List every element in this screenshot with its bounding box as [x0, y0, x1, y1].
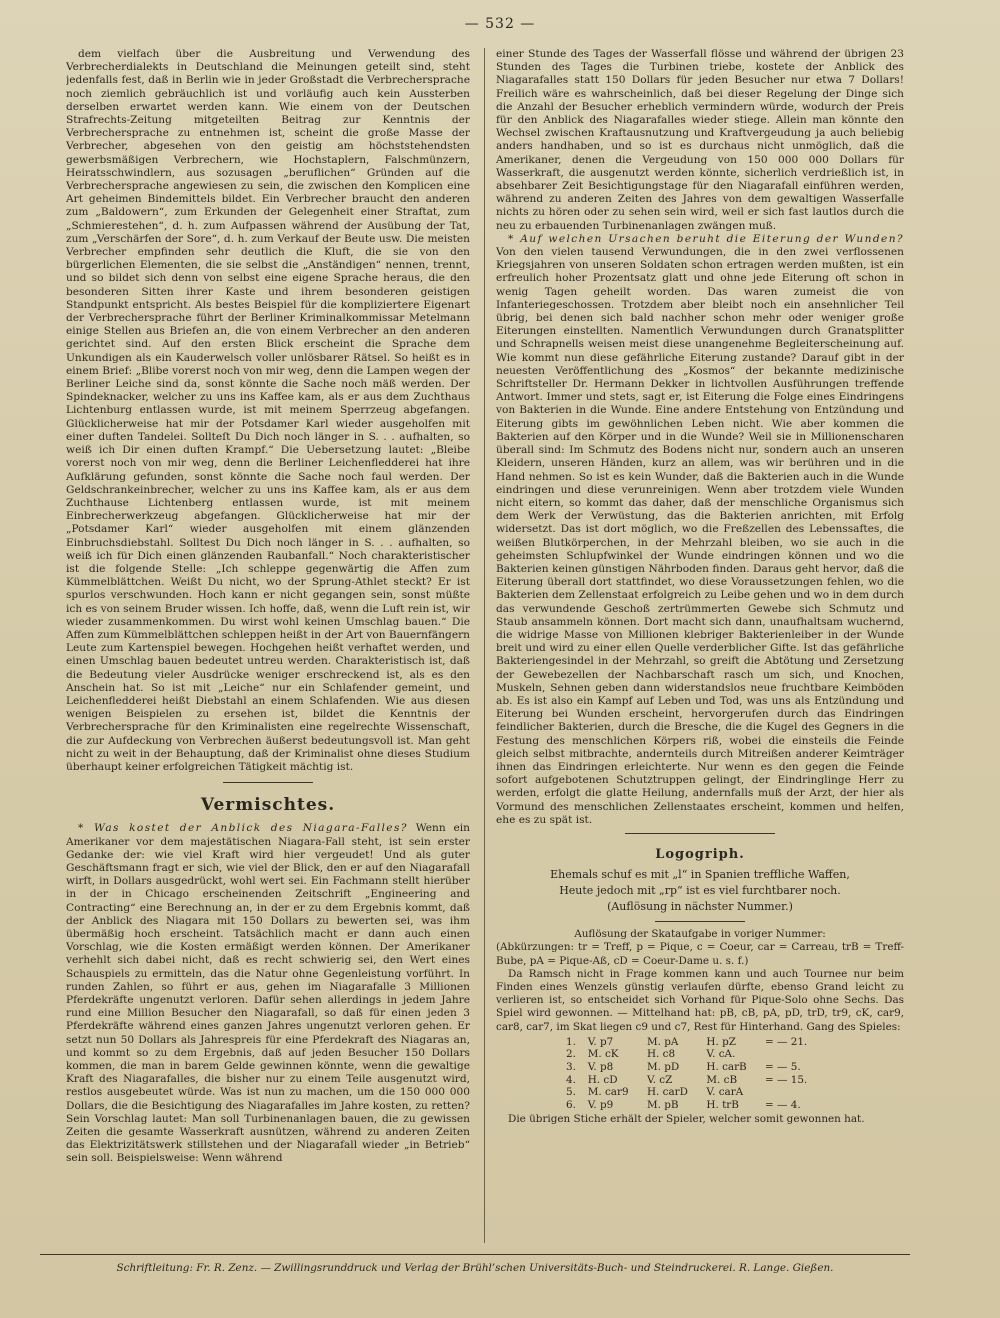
move-card: M. cB: [706, 1073, 738, 1086]
move-card: M. pA: [646, 1035, 679, 1048]
wounds-article: [496, 233, 904, 827]
skat-move-row: [562, 1099, 822, 1112]
wounds-body: Von den vielen tausend Verwundungen, die in den zwei verflossenen Kriegsjahren von unseren Soldaten schon ertragen werden mußten, ist ein erfreulich hoher Prozentsatz glatt und ohne jede Eiterung oft schon in wenig Tagen geheilt worden. Das waren zumeist die von Infanteriegeschossen. Trotzdem aber bleibt noch ein ansehnlicher Teil übrig, bei denen sich bald nachher schon mehr oder weniger große Eiterungen einstellten. Namentlich Verwundungen durch Granatsplitter und Schrapnells weisen meist diese unangenehme Begleiterscheinung auf. Wie kommt nun diese gefährliche Eiterung zustande? Darauf gibt in der neuesten Veröffentlichung des „Kosmos“ der bekannte medizinische Schriftsteller Dr. Hermann Dekker in lichtvollen Ausführungen treffende Antwort. Immer und stets, sagt er, ist Eiterung die Folge eines Eindringens von Bakterien in die Wunde. Eine andere Entstehung von Entzündung und Eiterung gibts im gewöhnlichen Leben nicht. Wie aber kommen die Bakterien auf den Körper und in die Wunde? Weil sie in Millionenscharen überall sind: Im Schmutz des Bodens nicht nur, sondern auch an unseren Kleidern, unseren Händen, kurz an allem, was wir berühren und in die Hand nehmen. So ist es kein Wunder, daß die Bakterien auch in die Wunde eindringen und diese verunreinigen. Wenn aber trotzdem viele Wunden nicht eitern, so kommt das daher, daß der menschliche Organismus sich dem Werk der Verwüstung, das die Bakterien anrichten, mit Erfolg widersetzt. Das ist dort möglich, wo die Freßzellen des Lebenssaftes, die weißen Blutkörperchen, in der Mehrzahl bleiben, wo sie auch in die geheimsten Schlupfwinkel der Wunde eindringen können und wo die Bakterien keinen günstigen Nährboden finden. Daraus geht hervor, daß die Eiterung überall dort stattfindet, wo diese Voraussetzungen fehlen, wo die Bakterien dem Zellenstaat erfolgreich zu Leibe gehen und wo in dem durch das verwundende Geschoß zertrümmerten Gewebe sich Schmutz und Staub ansammeln können. Dort macht sich dann, unaufhaltsam wuchernd, die widrige Masse von Millionen klebriger Bakterienleiber in der Wunde breit und wird zu einer ellen Quelle verderblicher Gifte. Ist das gefährliche Bakteriengesindel in der Mehrzahl, so greift die Abtötung und Zersetzung der Gewebezellen der Nachbarschaft rasch um sich, und Knochen, Muskeln, Sehnen geben dann widerstandslos neue fruchtbare Keimböden ab. Es ist also ein Kampf auf Leben und Tod, was uns als Entzündung und Eiterung bei Wunden erscheint, hervorgerufen durch das Eindringen feindlicher Bakterien, durch die Bresche, die die Kugel des Gegners in die Festung des menschlichen Körpers riß, wobei die einsteils die Feinde gleich selbst mitbrachte, andernteils durch Mitreißen anderer Keimträger ihnen das Eindringen erleichterte. Nur wenn es den gegen die Feinde sofort aufgebotenen Schutztruppen gelingt, der Eindringlinge Herr zu werden, erfolgt die glatte Heilung, andernfalls muß der Arzt, der hier als Vormund des menschlichen Zellenstaates erscheint, kommen und helfen, ehe es zu spät ist.: [496, 246, 904, 826]
move-number: 5.: [566, 1086, 576, 1099]
logogriph-riddle: [496, 867, 904, 915]
move-number: 1.: [566, 1035, 576, 1048]
footer-divider: [40, 1254, 910, 1255]
skat-move-row: [562, 1048, 822, 1061]
move-score: [761, 1048, 822, 1061]
logogriph-title: Logogriph.: [655, 846, 745, 862]
logogriph-divider: [625, 833, 775, 834]
left-column: [66, 48, 470, 1238]
skat-solution-text: Da Ramsch nicht in Frage kommen kann und auch Tournee nur beim Finden eines Wenzels günstig verlaufen dürfte, ebenso Grand leicht zu verlieren ist, so entscheidet sich Vorhand für Pique-Solo ohne Sechs. Das Spiel wird gewonnen. — Mittelhand hat: pB, cB, pA, pD, trD, tr9, cK, car9, car8, car7, im Skat liegen c9 und c7, Rest für Hinterhand. Gang des Spieles:: [496, 967, 904, 1033]
logogriph-line-2: Heute jedoch mit „rp“ ist es viel furchtbarer noch.: [559, 884, 841, 898]
niagara-article-continued: einer Stunde des Tages der Wasserfall flösse und während der übrigen 23 Stunden des Tages die Turbinen triebe, kostete der Anblick des Niagarafalles statt 150 Dollars für jeden Besucher nur etwa 7 Dollars! Freilich wäre es wahrscheinlich, daß bei dieser Regelung der Dinge sich die Anzahl der Besucher erheblich vermindern würde, wodurch der Preis für den Anblick des Niagarafalles wieder stiege. Allein man könnte den Wechsel zwischen Kraftausnutzung und Kraftvergeudung ja auch beliebig anders handhaben, und so ist es durchaus nicht unmöglich, daß die Amerikaner, denen die Vergeudung von 150 000 000 Dollars für Wasserkraft, die ausgenutzt werden könnte, sicherlich verdrießlich ist, in absehbarer Zeit Besichtigungstage für den Niagarafall einführen werden, während zu anderen Zeiten des Jahres von dem gewaltigen Wasserfalle nichts zu hören oder zu sehen sein wird, weil er sich fast lautlos durch die neu zu erbauenden Turbinenanlagen zwängen muß.: [496, 48, 904, 232]
skat-solution-title: Auflösung der Skataufgabe in voriger Nummer:: [574, 928, 826, 941]
move-score: [761, 1086, 822, 1099]
skat-move-row: [562, 1036, 822, 1049]
move-card: M. pD: [646, 1061, 680, 1073]
skat-solution: [496, 928, 904, 1126]
move-card: V. p8: [587, 1061, 614, 1073]
imprint-footer: Schriftleitung: Fr. R. Zenz. — Zwillingsrunddruck und Verlag der Brühl’schen Universitäts-Buch- und Steindruckerei. R. Lange. Gießen.: [116, 1262, 834, 1274]
right-column: [496, 48, 904, 1238]
move-score: = — 4.: [765, 1098, 801, 1111]
move-number: 6.: [566, 1098, 576, 1111]
move-card: M. pB: [646, 1098, 679, 1111]
move-card: M. car9: [587, 1086, 629, 1099]
skat-move-row: [562, 1074, 822, 1087]
move-card: M. cK: [587, 1048, 619, 1061]
move-card: H. cD: [587, 1073, 618, 1086]
skat-abbreviations: (Abkürzungen: tr = Treff, p = Pique, c = Coeur, car = Carreau, trB = Treff-Bube, pA = Pique-Aß, cD = Coeur-Dame u. s. f.): [496, 941, 904, 967]
skat-moves-table: [562, 1036, 822, 1112]
niagara-article: [66, 822, 470, 1165]
logogriph-line-1: Ehemals schuf es mit „l“ in Spanien treffliche Waffen,: [550, 868, 850, 882]
move-card: H. pZ: [706, 1035, 736, 1048]
skat-solution-end: Die übrigen Stiche erhält der Spieler, welcher somit gewonnen hat.: [508, 1113, 865, 1126]
move-card: H. carD: [646, 1086, 688, 1099]
skat-move-row: [562, 1061, 822, 1074]
move-number: 4.: [566, 1073, 576, 1086]
move-number: 2.: [566, 1048, 576, 1061]
move-number: 3.: [566, 1061, 576, 1073]
move-card: H. trB: [706, 1098, 739, 1111]
section-title: Vermischtes.: [200, 795, 336, 816]
move-card: V. p9: [587, 1098, 614, 1111]
move-card: V. cZ: [646, 1073, 673, 1086]
move-card: H. carB: [706, 1061, 747, 1073]
move-card: V. p7: [587, 1035, 614, 1048]
move-score: = — 21.: [765, 1035, 808, 1048]
move-score: = — 15.: [765, 1073, 808, 1086]
criminal-language-article: dem vielfach über die Ausbreitung und Verwendung des Verbrecherdialekts in Deutschland die Meinungen geteilt sind, steht jedenfalls fest, daß in Berlin wie in jeder Großstadt die Verbrechersprache noch ziemlich gebräuchlich ist und vorläufig auch kein Aussterben derselben erwartet werden kann. Wie einem von der Deutschen Strafrechts-Zeitung mitgeteilten Beitrag zur Kenntnis der Verbrechersprache zu entnehmen ist, scheint die große Masse der Verbrecher, abgesehen von den geistig am höchststehendsten gewerbsmäßigen Verbrechern, wie Hochstaplern, Falschmünzern, Heiratsschwindlern, aus sozusagen „beruflichen“ Gründen auf die Verbrechersprache angewiesen zu sein, die zwischen den Komplicen eine Art geheimen Bindemittels bildet. Ein Verbrecher braucht den anderen zum „Baldowern“, zum Erkunden der Gelegenheit einer Straftat, zum „Schmierestehen“, d. h. zum Aufpassen während der Ausübung der Tat, zum „Verschärfen der Sore“, d. h. zum Verkauf der Beute usw. Die meisten Verbrecher empfinden sehr deutlich die Kluft, die sie von den bürgerlichen Elementen, die sie selbst die „Anständigen“ nennen, trennt, und so bildet sich denn von selbst eine eigene Sprache heraus, die den besonderen Sitten ihrer Kaste und ihrem besonderen geistigen Standpunkt entspricht. Als bestes Beispiel für die kompliziertere Eigenart der Verbrechersprache führt der Berliner Kriminalkommissar Metelmann einige Stellen aus Briefen an, die von einem Verbrecher an den anderen gerichtet sind. Auf den ersten Blick erscheint die Sprache dem Unkundigen als ein Kauderwelsch voller unlösbarer Rätsel. So heißt es in einem Brief: „Blibe vorerst noch von mir weg, denn die Lampen wegen der Berliner Leiche sind da, sonst könnte die Sache noch mäß werden. Der Spindeknacker, welcher zu uns ins Kaffee kam, als er aus dem Zuchthaus Lichtenburg entlassen wurde, ist mit meinem Sperrzeug abgefangen. Glücklicherweise hat mir der Potsdamer Karl wieder ausgeholfen mit einer duften Tandelei. Sollteſt Du Dich noch länger in S. . . aufhalten, so weiß ich Dir einen duften Krampf.“ Die Uebersetzung lautet: „Bleibe vorerst noch von mir weg, denn die Berliner Leichenfledderei hat ihre Aufklärung gefunden, sonst könnte die Sache noch faul werden. Der Geldschrankeinbrecher, welcher zu uns ins Kaffee kam, als er aus dem Zuchthause Lichtenberg entlassen wurde, ist mit meinem Einbrecherwerkzeug abgefangen. Glücklicherweise hat mir der „Potsdamer Karl“ wieder ausgeholfen mit einem glänzenden Einbruchsdiebstahl. Solltest Du Dich noch länger in S. . . aufhalten, so weiß ich für Dich einen glänzenden Raubanfall.“ Noch charakteristischer ist die folgende Stelle: „Ich schleppe gegenwärtig die Affen zum Kümmelblättchen. Weißt Du nicht, wo der Sprung-Athlet steckt? Er ist spurlos verschwunden. Hoch kann er nicht gegangen sein, sonst müßte ich es von seinem Bruder wissen. Ich hoffe, daß, wenn die Luft rein ist, wir wieder zusammenkommen. Du wirst wohl keinen Umschlag bauen.“ Die Affen zum Kümmelblättchen schleppen heißt in der Art von Bauernfängern Leute zum Kartenspiel bewegen. Hochgehen heißt verhaftet werden, und einen Umschlag bauen bedeutet untreu werden. Charakteristisch ist, daß die Bedeutung vieler Ausdrücke weniger erschreckend ist, als es den Anschein hat. So ist mit „Leiche“ nur ein Schlafender gemeint, und Leichenfledderei heißt Diebstahl an einem Schlafenden. Wie aus diesen wenigen Beispielen zu ersehen ist, bildet die Kenntnis der Verbrechersprache für den Kriminalisten eine regelrechte Wissenschaft, die zur Aufdeckung von Verbrechen äußerst bedeutungsvoll ist. Man geht nicht zu weit in der Behauptung, daß der Kriminalist ohne dieses Studium überhaupt keiner erfolgreichen Tätigkeit mächtig ist.: [66, 48, 470, 773]
move-card: H. c8: [646, 1048, 676, 1061]
section-divider: [223, 782, 313, 783]
move-score: = — 5.: [765, 1061, 801, 1073]
skat-move-row: [562, 1086, 822, 1099]
move-card: V. cA.: [706, 1048, 736, 1061]
move-card: V. carA: [706, 1086, 744, 1099]
column-divider: [484, 48, 485, 1243]
niagara-body: Wenn ein Amerikaner vor dem majestätischen Niagara-Fall steht, ist sein erster Gedanke der: wie viel Kraft wird hier vergeudet! Und als guter Geschäftsmann fragt er sich, wie viel der Blick, den er auf den Niagarafall wirft, in Dollars ausgedrückt, wohl wert sei. Ein Fachmann stellt hierüber in der in Chicago erscheinenden Zeitschrift „Engineering and Contracting“ eine Berechnung an, in der er zu dem Ergebnis kommt, daß der Anblick des Niagara mit 150 Dollars zu bewerten sei, was ihm übermäßig hoch erscheint. Tatsächlich macht er dann auch einen Vorschlag, wie die Kosten ermäßigt werden können. Der Amerikaner verhehlt sich dabei nicht, daß es recht schwierig sei, den Wert eines Schauspiels zu ermitteln, das die Natur ohne Gegenleistung vorführt. In runden Zahlen, so führt er aus, gehen im Niagarafalle 3 Millionen Pferdekräfte ungenutzt verloren. Dafür sehen allerdings in jedem Jahre rund eine Million Besucher den Niagarafall, so daß für einen jeden 3 Pferdekräfte während eines ganzen Jahres ungenutzt verloren gehen. Er setzt nun 50 Dollars als Jahrespreis für eine Pferdekraft des Niagaras an, und kommt so zu dem Ergebnis, daß auf jeden Besucher 150 Dollars kommen, die man in barem Gelde gewinnen könnte, wenn die gewaltige Kraft des Niagarafalles, die bisher nur zu einem Teile ausgenutzt wird, restlos ausgebeutet würde. Was ist nun zu machen, um die 150 000 000 Dollars, die die Besichtigung des Niagarafalles im Jahre kosten, zu retten? Sein Vorschlag lautet: Man soll Turbinenanlagen bauen, die zu gewissen Zeiten die gesamte Wasserkraft ausnützen, während zu anderen Zeiten das Elektrizitätswerk stillstehen und der Niagarafall wieder „in Betrieb“ sein soll. Beispielsweise: Wenn während: [66, 822, 470, 1165]
skat-divider: [655, 921, 745, 922]
wounds-headline: * Auf welchen Ursachen beruht die Eiterung der Wunden?: [508, 232, 904, 245]
page-number: — 532 —: [464, 16, 536, 32]
logogriph-note: (Auflösung in nächster Nummer.): [607, 900, 793, 914]
niagara-headline: * Was kostet der Anblick des Niagara-Falles?: [78, 822, 408, 835]
